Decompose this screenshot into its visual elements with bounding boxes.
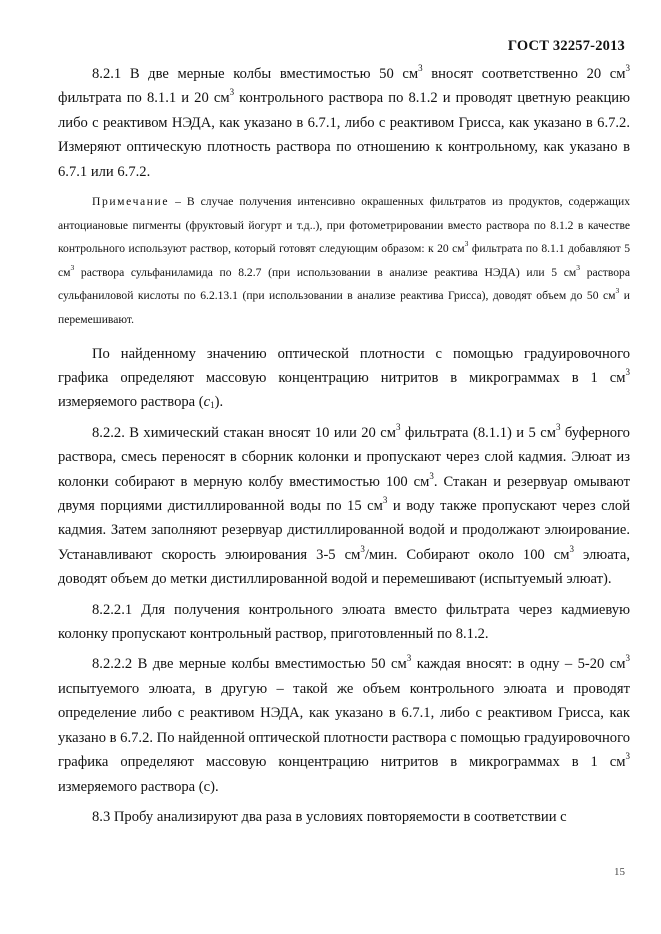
paragraph-8-2-2: 8.2.2. В химический стакан вносят 10 или 20 $см^3$ фильтрата (8.1.1) и 5 $см^3$ буферного раствора, смесь переносят в сборник колонки и пропускают через слой кадмия. Элюат из колонки собирают в мерную колбу вместимостью 100 $см^3$. Стакан и резервуар омывают двумя порциями дистиллированной воды по 15 $см^3$ и воду также пропускают через слой кадмия. Затем заполняют резервуар дистиллированной водой и продолжают элюирование. Устанавливают скорость элюирования 3-5 $см^3$/мин. Собирают около 100 $см^3$ элюата, доводят объем до метки дистиллированной водой и перемешивают (испытуемый элюат). bbox=[58, 421, 630, 588]
page-number: 15 bbox=[614, 866, 625, 878]
paragraph-8-2-1: 8.2.1 В две мерные колбы вместимостью 50 $см^3$ вносят соответственно 20 $см^3$ фильтрата по 8.1.1 и 20 $см^3$ контрольного раствора по 8.1.2 и проводят цветную реакцию либо с реактивом НЭДА, как указано в 6.7.1, либо с реактивом Грисса, как указано в 6.7.2. Измеряют оптическую плотность раствора по отношению к контрольному, как указано в 6.7.1 или 6.7.2. bbox=[58, 63, 631, 180]
document-header: ГОСТ 32257-2013 bbox=[507, 38, 625, 54]
paragraph-8-3: 8.3 Пробу анализируют два раза в условиях повторяемости в соответствии с bbox=[92, 808, 567, 825]
note-paragraph: Примечание – В случае получения интенсивно окрашенных фильтратов из продуктов, содержащих антоциановые пигменты (фруктовый йогурт и т.д..), при фотометрировании вместо раствора по 8.1.2 в качестве контрольного используют раствор, который готовят следующим образом: к 20 $см^3$ фильтрата по 8.1.1 добавляют 5 $см^3$ раствора сульфаниламида по 8.2.7 (при использовании в анализе реактива НЭДА) или 5 $см^3$ раствора сульфаниловой кислоты по 6.2.13.1 (при использовании в анализе реактива Грисса), доводят объем до 50 $см^3$ и перемешивают. bbox=[58, 195, 630, 326]
paragraph-concentration: По найденному значению оптической плотности с помощью градуировочного графика определяют массовую концентрацию нитритов в микрограммах в 1 $см^3$ измеряемого раствора $(c_1)$. bbox=[58, 345, 630, 411]
paragraph-8-2-2-1: 8.2.2.1 Для получения контрольного элюата вместо фильтрата через кадмиевую колонку пропускают контрольный раствор, приготовленный по 8.1.2. bbox=[58, 601, 630, 643]
document-body bbox=[58, 62, 630, 835]
note-lead: Примечание bbox=[92, 195, 170, 209]
paragraph-8-2-2-2: 8.2.2.2 В две мерные колбы вместимостью 50 $см^3$ каждая вносят: в одну – 5-20 $см^3$ испытуемого элюата, в другую – такой же объем контрольного элюата и проводят определение либо с реактивом НЭДА, как указано в 6.7.1, либо с реактивом Грисса, как указано в 6.7.2. По найденной оптической плотности раствора с помощью градуировочного графика определяют массовую концентрацию нитритов в микрограммах в 1 $см^3$ измеряемого раствора (с). bbox=[58, 653, 630, 795]
